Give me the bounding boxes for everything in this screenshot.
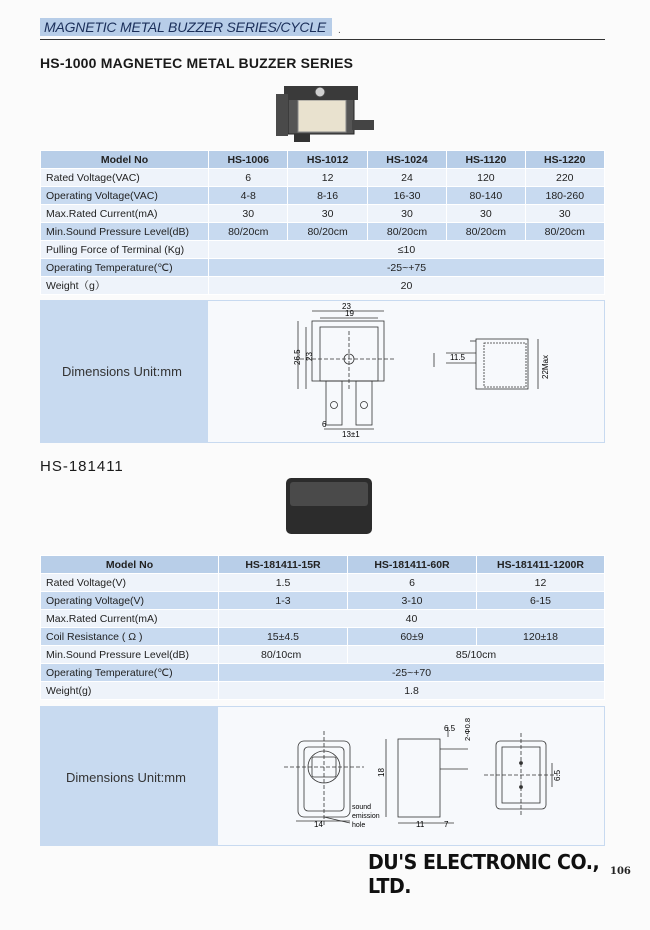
column-header: HS-181411-60R	[348, 556, 477, 574]
dim-side-height: 22Max	[541, 354, 550, 379]
table-row	[41, 277, 605, 295]
cell: -25~+70	[219, 664, 605, 682]
row-label: Weight(g)	[41, 682, 219, 700]
cell: 80-140	[447, 187, 525, 205]
row-label: Operating Voltage(V)	[41, 592, 219, 610]
table-row	[41, 592, 605, 610]
cell: 220	[525, 169, 604, 187]
row-label: Weight（g）	[41, 277, 209, 295]
section2-title: HS-181411	[40, 458, 124, 475]
table-row	[41, 628, 605, 646]
table-row	[41, 664, 605, 682]
header-rule	[40, 39, 605, 40]
cell: 80/20cm	[447, 223, 525, 241]
column-header: HS-181411-1200R	[477, 556, 605, 574]
cell: 6	[348, 574, 477, 592]
row-label: Rated Voltage(V)	[41, 574, 219, 592]
hs181411-spec-table	[40, 555, 605, 700]
cell: 80/20cm	[288, 223, 367, 241]
cell: 1.8	[219, 682, 605, 700]
row-label: Coil Resistance ( Ω )	[41, 628, 219, 646]
cell: 4-8	[209, 187, 288, 205]
row-label: Max.Rated Current(mA)	[41, 610, 219, 628]
cell: 12	[477, 574, 605, 592]
cell: 30	[447, 205, 525, 223]
cell: 15±4.5	[219, 628, 348, 646]
plastic-buzzer-photo	[282, 474, 378, 538]
cell: 30	[288, 205, 367, 223]
table-row	[41, 682, 605, 700]
dim-height: 18	[377, 768, 386, 777]
table-row	[41, 187, 605, 205]
page-number: 106	[610, 866, 631, 877]
cell: 16-30	[367, 187, 446, 205]
table-header-row	[41, 151, 605, 169]
row-label: Pulling Force of Terminal (Kg)	[41, 241, 209, 259]
dimensions-label: Dimensions Unit:mm	[62, 364, 182, 379]
dim-width: 14	[314, 820, 323, 829]
row-label: Operating Temperature(℃)	[41, 664, 219, 682]
sound-hole-label: emission	[352, 813, 380, 820]
cell: 30	[367, 205, 446, 223]
company-name: DU'S ELECTRONIC CO., LTD.	[368, 850, 600, 898]
dim-h-inner: 23	[305, 352, 314, 361]
cell: 120	[447, 169, 525, 187]
hs1000-dimension-drawing	[208, 301, 604, 442]
cell: 24	[367, 169, 446, 187]
dim-pitch: 13±1	[342, 430, 360, 439]
sound-hole-label: sound	[352, 804, 372, 811]
cell: 120±18	[477, 628, 605, 646]
table-row	[41, 241, 605, 259]
row-label: Min.Sound Pressure Level(dB)	[41, 223, 209, 241]
column-header: Model No	[41, 151, 209, 169]
column-header: Model No	[41, 556, 219, 574]
dimensions-label: Dimensions Unit:mm	[66, 770, 186, 785]
column-header: HS-1006	[209, 151, 288, 169]
dim-side-depth: 11.5	[450, 353, 465, 362]
cell: 80/20cm	[209, 223, 288, 241]
cell: 6	[209, 169, 288, 187]
cell: 40	[219, 610, 605, 628]
dim-pin-pitch: 6.5	[444, 724, 456, 733]
metal-buzzer-photo	[268, 80, 380, 148]
column-header: HS-1024	[367, 151, 446, 169]
row-label: Operating Temperature(℃)	[41, 259, 209, 277]
table-row	[41, 223, 605, 241]
dim-pin: 6	[322, 420, 327, 429]
column-header: HS-1120	[447, 151, 525, 169]
table-row	[41, 259, 605, 277]
dim-h-outer: 26.5	[293, 349, 302, 365]
header-dot: .	[338, 25, 341, 36]
column-header: HS-1012	[288, 151, 367, 169]
cell: 30	[525, 205, 604, 223]
cell: 180-260	[525, 187, 604, 205]
cell: 3-10	[348, 592, 477, 610]
section1-title: HS-1000 MAGNETEC METAL BUZZER SERIES	[40, 55, 354, 71]
cell: -25~+75	[209, 259, 605, 277]
cell: 30	[209, 205, 288, 223]
hs1000-spec-table	[40, 150, 605, 295]
hs181411-dimension-drawing	[218, 707, 604, 845]
row-label: Min.Sound Pressure Level(dB)	[41, 646, 219, 664]
cell: 85/10cm	[348, 646, 605, 664]
header-title: MAGNETIC METAL BUZZER SERIES/CYCLE	[44, 19, 327, 35]
cell: ≤10	[209, 241, 605, 259]
column-header: HS-1220	[525, 151, 604, 169]
row-label: Operating Voltage(VAC)	[41, 187, 209, 205]
cell: 1.5	[219, 574, 348, 592]
dim-pin-dia: 2-Φ0.8	[463, 717, 472, 741]
cell: 12	[288, 169, 367, 187]
cell: 1-3	[219, 592, 348, 610]
table-row	[41, 574, 605, 592]
cell: 8-16	[288, 187, 367, 205]
sound-hole-label: hole	[352, 822, 366, 829]
table-header-row	[41, 556, 605, 574]
cell: 6-15	[477, 592, 605, 610]
cell: 20	[209, 277, 605, 295]
row-label: Max.Rated Current(mA)	[41, 205, 209, 223]
dim-w-inner: 19	[345, 309, 354, 318]
cell: 80/20cm	[367, 223, 446, 241]
table-row	[41, 646, 605, 664]
table-row	[41, 169, 605, 187]
column-header: HS-181411-15R	[219, 556, 348, 574]
dim-depth: 11	[416, 820, 425, 829]
dim-side-pitch: 6.5	[553, 769, 562, 781]
table-row	[41, 205, 605, 223]
cell: 80/10cm	[219, 646, 348, 664]
dim-lead: 7	[444, 820, 449, 829]
cell: 60±9	[348, 628, 477, 646]
row-label: Rated Voltage(VAC)	[41, 169, 209, 187]
table-row	[41, 610, 605, 628]
cell: 80/20cm	[525, 223, 604, 241]
dim-w-outer: 23	[342, 302, 351, 311]
